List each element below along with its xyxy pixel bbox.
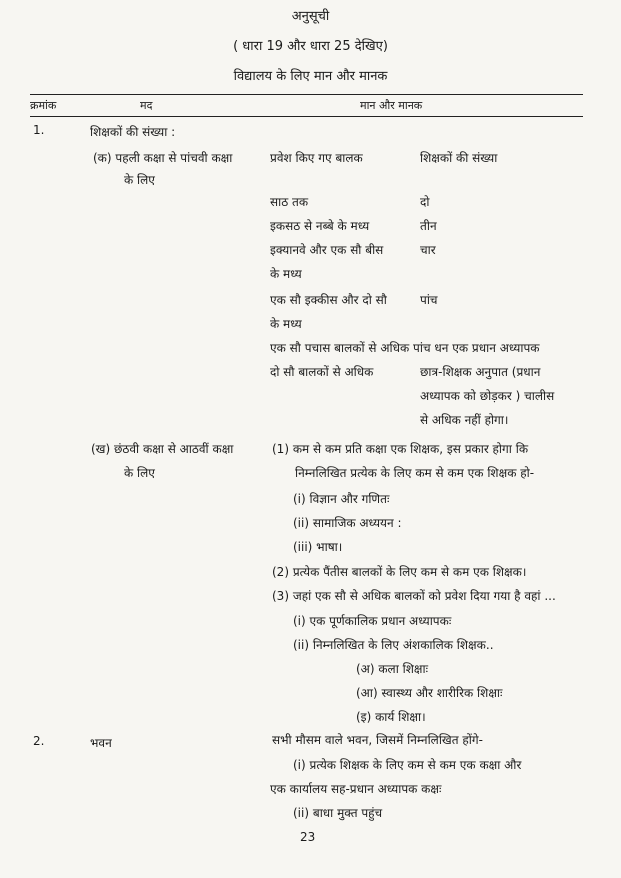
part-a-label-cont: के लिए bbox=[124, 173, 155, 187]
part-a-label: (क) पहली कक्षा से पांचवी कक्षा bbox=[93, 151, 233, 165]
row-1-teachers: दो bbox=[420, 195, 430, 209]
parttime-work-education: (इ) कार्य शिक्षा। bbox=[356, 710, 426, 724]
subject-social-studies: (ii) सामाजिक अध्ययन : bbox=[293, 516, 402, 530]
section-1-title: शिक्षकों की संख्या : bbox=[90, 125, 176, 139]
schedule-heading: विद्यालय के लिए मान और मानक bbox=[233, 69, 388, 84]
column-norms: मान और मानक bbox=[360, 99, 423, 112]
above-150-rule: एक सौ पचास बालकों से अधिक पांच धन एक प्रधान अध्यापक bbox=[270, 341, 540, 355]
point-1-cont: निम्नलिखित प्रत्येक के लिए कम से कम एक शिक्षक हो- bbox=[295, 466, 535, 480]
header-top-rule bbox=[30, 94, 583, 95]
ratio-line-3: से अधिक नहीं होगा। bbox=[420, 413, 509, 427]
row-3-teachers: चार bbox=[420, 243, 436, 257]
row-4-students: एक सौ इक्कीस और दो सौ bbox=[270, 293, 387, 307]
column-item: मद bbox=[140, 99, 153, 112]
ratio-line-2: अध्यापक को छोड़कर ) चालीस bbox=[420, 389, 555, 403]
parttime-art: (अ) कला शिक्षाः bbox=[356, 662, 429, 676]
building-item-2: (ii) बाधा मुक्त पहुंच bbox=[293, 806, 383, 820]
ratio-line-1: छात्र-शिक्षक अनुपात (प्रधान bbox=[420, 365, 541, 379]
column-serial: क्रमांक bbox=[30, 99, 57, 112]
point-1: (1) कम से कम प्रति कक्षा एक शिक्षक, इस प्रकार होगा कि bbox=[272, 442, 529, 456]
point-2: (2) प्रत्येक पैंतीस बालकों के लिए कम से कम एक शिक्षक। bbox=[272, 565, 527, 579]
row-4-teachers: पांच bbox=[420, 293, 438, 307]
subject-science-math: (i) विज्ञान और गणितः bbox=[293, 492, 390, 506]
part-b-label: (ख) छंठवी कक्षा से आठवीं कक्षा bbox=[91, 442, 234, 456]
building-item-1-cont: एक कार्यालय सह-प्रधान अध्यापक कक्षः bbox=[270, 782, 442, 796]
header-bottom-rule bbox=[30, 116, 583, 117]
section-1-number: 1. bbox=[33, 123, 45, 137]
row-3-students: इक्यानवे और एक सौ बीस bbox=[270, 243, 384, 257]
part-b-label-cont: के लिए bbox=[124, 466, 155, 480]
row-1-students: साठ तक bbox=[270, 195, 309, 209]
page-number: 23 bbox=[300, 830, 316, 844]
above-200-students: दो सौ बालकों से अधिक bbox=[270, 365, 374, 379]
parttime-health-pe: (आ) स्वास्थ्य और शारीरिक शिक्षाः bbox=[356, 686, 503, 700]
col-teacher-count: शिक्षकों की संख्या bbox=[420, 151, 498, 165]
point-3: (3) जहां एक सौ से अधिक बालकों को प्रवेश दिया गया है वहां ... bbox=[272, 589, 556, 603]
point-3-parttime: (ii) निम्नलिखित के लिए अंशकालिक शिक्षक.. bbox=[293, 638, 494, 652]
schedule-title: अनुसूची bbox=[291, 9, 330, 24]
col-admitted-students: प्रवेश किए गए बालक bbox=[270, 151, 363, 165]
section-2-number: 2. bbox=[33, 734, 45, 748]
point-3-headmaster: (i) एक पूर्णकालिक प्रधान अध्यापकः bbox=[293, 614, 452, 628]
section-2-title: भवन bbox=[90, 736, 112, 750]
subject-language: (iii) भाषा। bbox=[293, 540, 343, 554]
building-item-1: (i) प्रत्येक शिक्षक के लिए कम से कम एक कक्षा और bbox=[293, 758, 522, 772]
row-2-teachers: तीन bbox=[420, 219, 437, 233]
row-2-students: इकसठ से नब्बे के मध्य bbox=[270, 219, 370, 233]
building-intro: सभी मौसम वाले भवन, जिसमें निम्नलिखित होंगे- bbox=[272, 733, 483, 747]
row-3-students-cont: के मध्य bbox=[270, 267, 302, 281]
row-4-students-cont: के मध्य bbox=[270, 317, 302, 331]
schedule-subtitle: ( धारा 19 और धारा 25 देखिए) bbox=[233, 39, 388, 54]
